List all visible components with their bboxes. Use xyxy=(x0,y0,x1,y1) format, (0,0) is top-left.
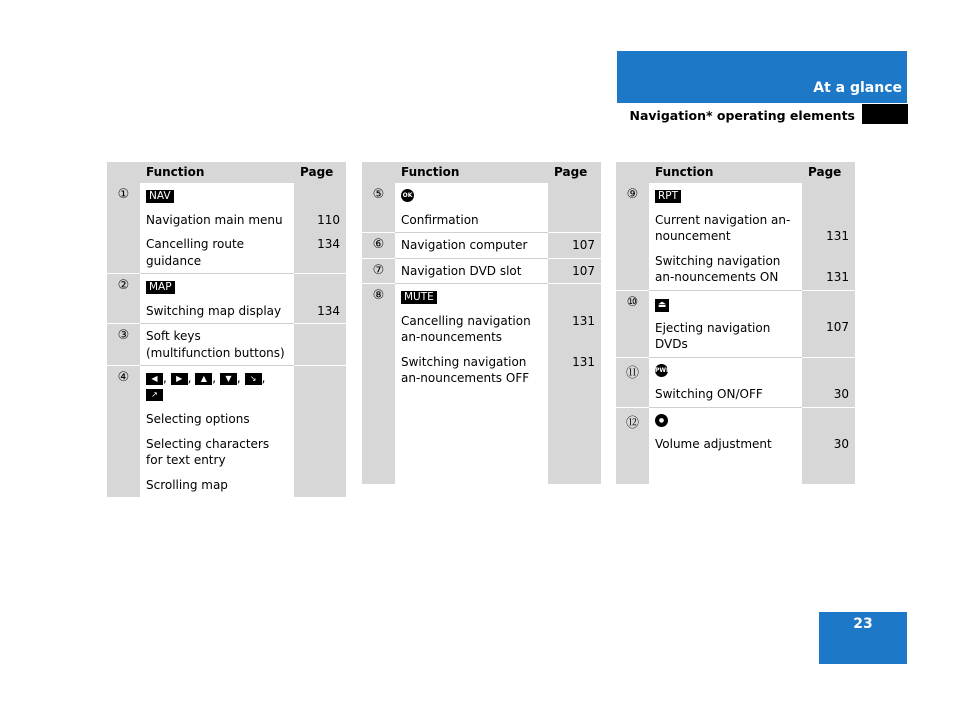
power-button-icon: PWR xyxy=(655,364,668,377)
page-ref: 107 xyxy=(572,263,595,278)
table-row xyxy=(107,274,346,324)
diagonal-down-key-icon: ↘ xyxy=(245,373,262,385)
volume-knob-icon: ● xyxy=(655,414,668,427)
page-ref: 110 xyxy=(317,212,340,227)
ok-button-icon: OK xyxy=(401,189,414,202)
item-number: ⑧ xyxy=(362,284,395,485)
function-text: Volume adjustment xyxy=(655,437,772,451)
page-ref: 107 xyxy=(826,320,849,334)
right-arrow-key-icon: ▶ xyxy=(171,373,188,385)
table-row xyxy=(362,233,601,259)
item-number: ⑩ xyxy=(616,290,649,357)
page-ref: 134 xyxy=(317,303,340,318)
col-header-num xyxy=(107,162,140,183)
table-row xyxy=(107,324,346,366)
page-ref: 107 xyxy=(572,238,595,252)
function-text: Cancelling navigation an-nouncements xyxy=(401,313,531,344)
col-header-function: Function xyxy=(649,162,802,183)
table-row xyxy=(616,183,855,290)
mute-key-icon: MUTE xyxy=(401,291,437,304)
page-ref: 134 xyxy=(317,237,340,251)
function-text: Switching ON/OFF xyxy=(655,387,763,401)
function-text: Scrolling map xyxy=(146,477,228,492)
map-key-icon: MAP xyxy=(146,281,175,294)
table-row xyxy=(362,183,601,233)
item-number: ⑫ xyxy=(616,407,649,484)
function-text: Switching navigation an-nouncements OFF xyxy=(401,354,530,385)
down-arrow-key-icon: ▼ xyxy=(220,373,237,385)
table-row xyxy=(616,407,855,484)
col-header-page: Page xyxy=(802,162,855,183)
col-header-function: Function xyxy=(395,162,548,183)
item-number: ⑨ xyxy=(616,183,649,290)
page-ref: 131 xyxy=(572,354,595,369)
function-text: Confirmation xyxy=(401,212,479,227)
diagonal-up-key-icon: ↗ xyxy=(146,389,163,401)
item-number: ④ xyxy=(107,366,140,498)
page-ref: 30 xyxy=(833,437,849,451)
left-arrow-key-icon: ◀ xyxy=(146,373,163,385)
col-header-page: Page xyxy=(548,162,601,183)
table-row xyxy=(362,258,601,284)
rpt-key-icon: RPT xyxy=(655,190,681,203)
function-text: Current navigation an-nouncement xyxy=(655,212,791,243)
page-ref: 131 xyxy=(826,270,849,284)
function-text: Navigation main menu xyxy=(146,212,283,227)
nav-key-icon: NAV xyxy=(146,190,174,203)
item-number: ⑪ xyxy=(616,357,649,407)
function-text: Navigation computer xyxy=(401,238,528,252)
up-arrow-key-icon: ▲ xyxy=(195,373,212,385)
table-row xyxy=(616,357,855,407)
page-ref: 131 xyxy=(572,313,595,328)
item-number: ① xyxy=(107,183,140,274)
function-table-1 xyxy=(107,162,346,497)
function-text: Ejecting navigation DVDs xyxy=(655,320,771,351)
function-text: Navigation DVD slot xyxy=(401,263,522,278)
subsection-title: Navigation* operating elements xyxy=(629,108,855,123)
page-ref: 30 xyxy=(833,387,849,401)
table-row xyxy=(107,183,346,274)
function-text: Selecting characters for text entry xyxy=(146,436,270,467)
function-text: Selecting options xyxy=(146,412,250,426)
page-ref: 131 xyxy=(826,229,849,243)
item-number: ⑦ xyxy=(362,258,395,284)
function-text: Soft keys (multifunction buttons) xyxy=(146,329,285,360)
item-number: ③ xyxy=(107,324,140,366)
table-row xyxy=(362,284,601,485)
function-text: Switching map display xyxy=(146,303,282,318)
table-row xyxy=(616,290,855,357)
function-table-3 xyxy=(616,162,855,484)
function-text: Switching navigation an-nouncements ON xyxy=(655,253,781,284)
function-table-2 xyxy=(362,162,601,484)
eject-icon: ⏏ xyxy=(655,299,669,312)
col-header-function: Function xyxy=(140,162,294,183)
item-number: ⑤ xyxy=(362,183,395,233)
function-text: Cancelling route guidance xyxy=(146,237,245,268)
col-header-num xyxy=(362,162,395,183)
item-number: ⑥ xyxy=(362,233,395,259)
col-header-page: Page xyxy=(294,162,346,183)
col-header-num xyxy=(616,162,649,183)
header-marker xyxy=(862,104,908,124)
section-title: At a glance xyxy=(813,80,902,96)
page-number: 23 xyxy=(819,612,907,664)
item-number: ② xyxy=(107,274,140,324)
table-row: ④ ◀ , ▶ , ▲ , ▼ , ↘ , ↗ Selecting options Selecting characters for text entry Scrolling map xyxy=(107,366,346,498)
